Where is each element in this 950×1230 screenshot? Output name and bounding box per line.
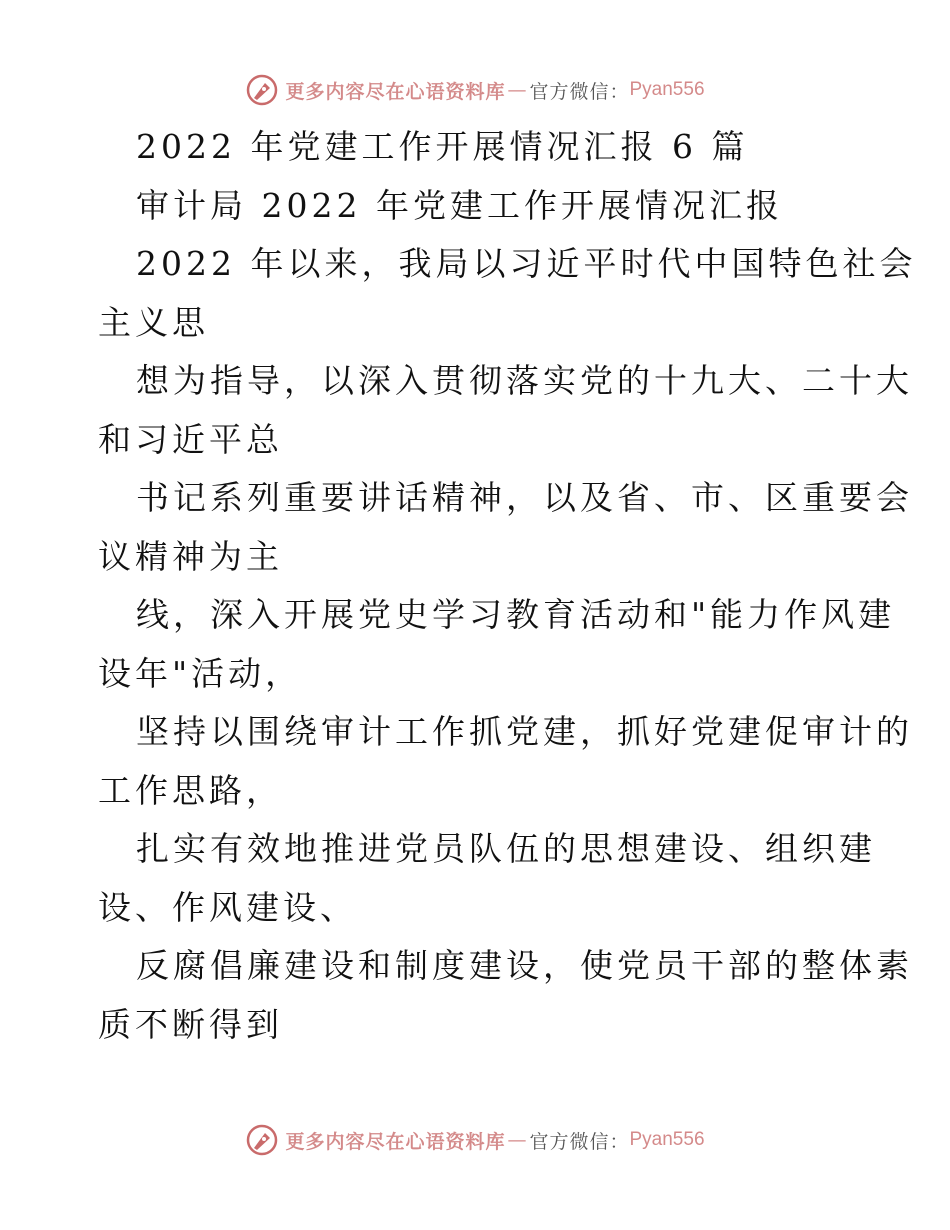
watermark-promo: 更多内容尽在心语资料库 [285, 1130, 506, 1153]
text-line: 设年"活动， [98, 653, 303, 693]
text-line: 议精神为主 [98, 536, 283, 576]
watermark-official-label: 官方微信： [529, 80, 630, 103]
pen-nib-logo-icon [245, 1123, 279, 1157]
text-line: 质不断得到 [98, 1004, 283, 1044]
document-body [98, 118, 917, 1054]
watermark-official-label: 官方微信： [529, 1130, 630, 1153]
header-watermark [0, 70, 950, 110]
watermark-separator: — [507, 79, 528, 101]
watermark-wechat-id: Pyan556 [629, 1129, 705, 1150]
watermark-separator: — [507, 1129, 528, 1151]
text-line: 2022 年以来，我局以习近平时代中国特色社会 [136, 244, 917, 283]
text-line: 2022 年党建工作开展情况汇报 6 篇 [136, 127, 749, 166]
text-line: 扎实有效地推进党员队伍的思想建设、组织建 [136, 829, 876, 868]
text-line: 线，深入开展党史学习教育活动和"能力作风建 [136, 595, 896, 634]
watermark-wechat-id: Pyan556 [629, 79, 705, 100]
text-line: 书记系列重要讲话精神，以及省、市、区重要会 [136, 478, 913, 517]
text-line: 工作思路， [98, 770, 283, 810]
text-line: 反腐倡廉建设和制度建设，使党员干部的整体素 [136, 946, 913, 985]
text-line: 设、作风建设、 [98, 887, 357, 927]
text-line: 和习近平总 [98, 419, 283, 459]
text-line: 主义思 [98, 302, 209, 342]
pen-nib-logo-icon [245, 73, 279, 107]
watermark-promo: 更多内容尽在心语资料库 [285, 80, 506, 103]
text-line: 想为指导，以深入贯彻落实党的十九大、二十大 [136, 361, 913, 400]
text-line: 坚持以围绕审计工作抓党建，抓好党建促审计的 [136, 712, 913, 751]
text-line: 审计局 2022 年党建工作开展情况汇报 [136, 185, 783, 225]
footer-watermark [0, 1120, 950, 1160]
